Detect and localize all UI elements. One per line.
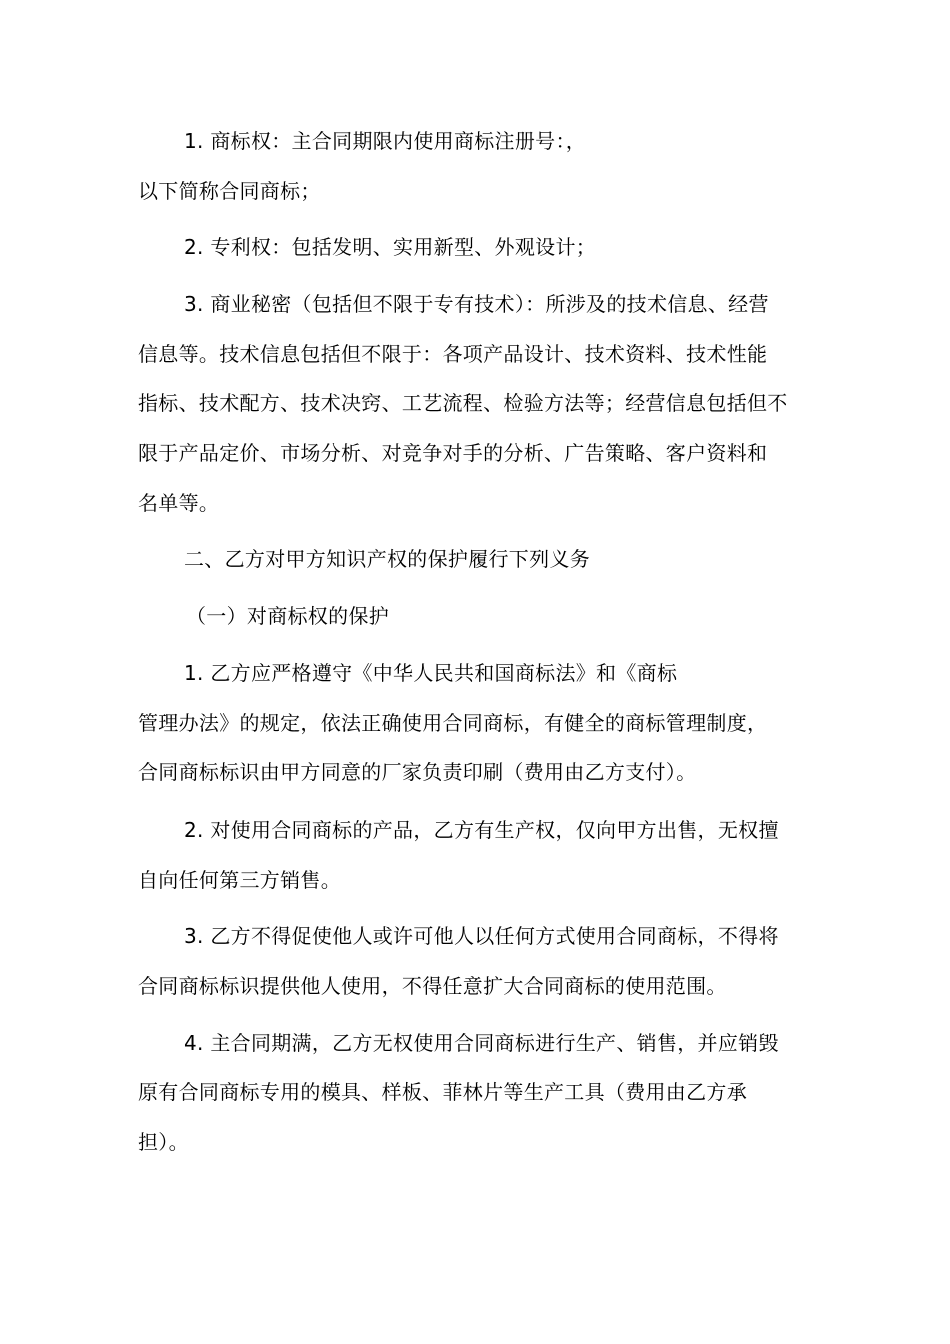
clause-trade-secret-cont-3: 限于产品定价、市场分析、对竞争对手的分析、广告策略、客户资料和: [138, 441, 768, 465]
clause-trademark-right: 1. 商标权：主合同期限内使用商标注册号：，: [184, 129, 587, 153]
clause-trade-secret: 3. 商业秘密（包括但不限于专有技术）：所涉及的技术信息、经营: [184, 292, 769, 316]
clause-trademark-right-cont: 以下简称合同商标；: [138, 179, 321, 203]
clause-patent-right: 2. 专利权：包括发明、实用新型、外观设计；: [184, 235, 597, 259]
obligation-3-cont: 合同商标标识提供他人使用，不得任意扩大合同商标的使用范围。: [138, 974, 727, 998]
subsection-heading-trademark-protection: （一）对商标权的保护: [186, 604, 389, 628]
obligation-3: 3. 乙方不得促使他人或许可他人以任何方式使用合同商标，不得将: [184, 924, 779, 948]
obligation-1: 1. 乙方应严格遵守《中华人民共和国商标法》和《商标: [184, 661, 678, 685]
obligation-4: 4. 主合同期满，乙方无权使用合同商标进行生产、销售，并应销毁: [184, 1031, 779, 1055]
clause-trade-secret-cont-4: 名单等。: [138, 491, 220, 515]
obligation-2: 2. 对使用合同商标的产品，乙方有生产权，仅向甲方出售，无权擅: [184, 818, 779, 842]
section-heading-obligations: 二、乙方对甲方知识产权的保护履行下列义务: [184, 547, 590, 571]
clause-trade-secret-cont-2: 指标、技术配方、技术决窍、工艺流程、检验方法等；经营信息包括但不: [138, 391, 788, 415]
obligation-4-cont-1: 原有合同商标专用的模具、样板、菲林片等生产工具（费用由乙方承: [138, 1080, 747, 1104]
obligation-1-cont-2: 合同商标标识由甲方同意的厂家负责印刷（费用由乙方支付）。: [138, 760, 697, 784]
obligation-2-cont: 自向任何第三方销售。: [138, 868, 341, 892]
obligation-4-cont-2: 担）。: [138, 1130, 189, 1154]
clause-trade-secret-cont-1: 信息等。技术信息包括但不限于：各项产品设计、技术资料、技术性能: [138, 342, 768, 366]
obligation-1-cont-1: 管理办法》的规定，依法正确使用合同商标，有健全的商标管理制度，: [138, 711, 768, 735]
